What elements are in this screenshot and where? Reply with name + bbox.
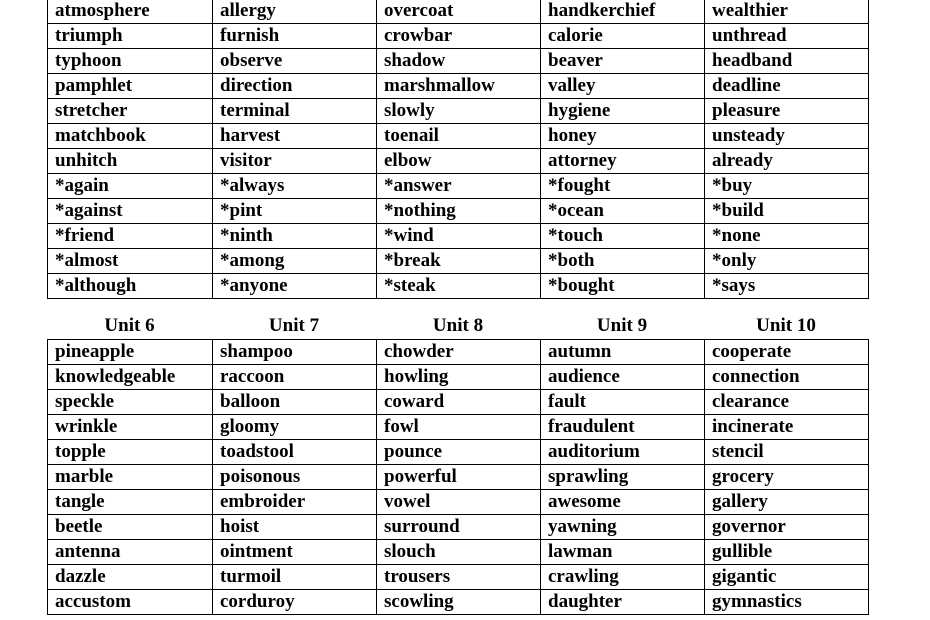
table-row — [48, 224, 869, 249]
word-cell: *touch — [541, 224, 705, 249]
word-cell: *bought — [541, 274, 705, 299]
word-cell: handkerchief — [541, 0, 705, 24]
word-cell: beetle — [48, 515, 213, 540]
word-cell: scowling — [377, 590, 541, 615]
table-row — [48, 274, 869, 299]
word-cell: crawling — [541, 565, 705, 590]
word-cell: auditorium — [541, 440, 705, 465]
word-cell: stretcher — [48, 99, 213, 124]
word-cell: speckle — [48, 390, 213, 415]
word-cell: crowbar — [377, 24, 541, 49]
word-cell: audience — [541, 365, 705, 390]
word-cell: unsteady — [705, 124, 869, 149]
word-cell: unhitch — [48, 149, 213, 174]
word-cell: pleasure — [705, 99, 869, 124]
word-cell: atmosphere — [48, 0, 213, 24]
word-cell: autumn — [541, 340, 705, 365]
table-row — [48, 440, 869, 465]
word-cell: overcoat — [377, 0, 541, 24]
word-cell: attorney — [541, 149, 705, 174]
word-cell: awesome — [541, 490, 705, 515]
word-cell: toadstool — [213, 440, 377, 465]
word-cell: hoist — [213, 515, 377, 540]
table-row — [48, 74, 869, 99]
unit-header: Unit 10 — [756, 315, 816, 336]
word-cell: *among — [213, 249, 377, 274]
unit-header: Unit 7 — [268, 315, 320, 336]
word-cell: grocery — [705, 465, 869, 490]
word-cell: wrinkle — [48, 415, 213, 440]
word-cell: gullible — [705, 540, 869, 565]
word-cell: visitor — [213, 149, 377, 174]
word-cell: turmoil — [213, 565, 377, 590]
word-cell: fault — [541, 390, 705, 415]
table-row — [48, 99, 869, 124]
table-row — [48, 565, 869, 590]
word-cell: direction — [213, 74, 377, 99]
table-row — [48, 390, 869, 415]
word-cell: unthread — [705, 24, 869, 49]
table-row — [48, 540, 869, 565]
word-cell: ointment — [213, 540, 377, 565]
word-cell: embroider — [213, 490, 377, 515]
unit-header: Unit 8 — [432, 315, 484, 336]
bottom-word-table — [47, 339, 869, 615]
unit-header: Unit 9 — [596, 315, 648, 336]
word-cell: deadline — [705, 74, 869, 99]
word-cell: triumph — [48, 24, 213, 49]
word-cell: *wind — [377, 224, 541, 249]
word-cell: accustom — [48, 590, 213, 615]
word-cell: hygiene — [541, 99, 705, 124]
word-cell: surround — [377, 515, 541, 540]
table-row — [48, 465, 869, 490]
word-cell: *although — [48, 274, 213, 299]
word-cell: trousers — [377, 565, 541, 590]
word-cell: harvest — [213, 124, 377, 149]
word-cell: *buy — [705, 174, 869, 199]
word-cell: *both — [541, 249, 705, 274]
word-cell: *none — [705, 224, 869, 249]
word-cell: stencil — [705, 440, 869, 465]
word-cell: *nothing — [377, 199, 541, 224]
word-cell: balloon — [213, 390, 377, 415]
word-cell: slouch — [377, 540, 541, 565]
top-word-table — [47, 0, 869, 299]
word-cell: *friend — [48, 224, 213, 249]
word-cell: *answer — [377, 174, 541, 199]
word-cell: shadow — [377, 49, 541, 74]
word-cell: *steak — [377, 274, 541, 299]
word-cell: honey — [541, 124, 705, 149]
word-cell: already — [705, 149, 869, 174]
word-cell: cooperate — [705, 340, 869, 365]
word-cell: howling — [377, 365, 541, 390]
word-cell: dazzle — [48, 565, 213, 590]
table-row — [48, 249, 869, 274]
word-cell: tangle — [48, 490, 213, 515]
table-row — [48, 199, 869, 224]
word-cell: *always — [213, 174, 377, 199]
word-cell: *again — [48, 174, 213, 199]
word-cell: *only — [705, 249, 869, 274]
word-cell: antenna — [48, 540, 213, 565]
table-row — [48, 0, 869, 24]
word-cell: chowder — [377, 340, 541, 365]
word-cell: pineapple — [48, 340, 213, 365]
table-row — [48, 365, 869, 390]
word-cell: *says — [705, 274, 869, 299]
word-cell: terminal — [213, 99, 377, 124]
word-cell: toenail — [377, 124, 541, 149]
word-cell: daughter — [541, 590, 705, 615]
word-cell: gloomy — [213, 415, 377, 440]
word-cell: elbow — [377, 149, 541, 174]
word-cell: pamphlet — [48, 74, 213, 99]
table-row — [48, 49, 869, 74]
unit-header: Unit 6 — [104, 315, 155, 336]
word-cell: valley — [541, 74, 705, 99]
word-cell: *almost — [48, 249, 213, 274]
word-cell: governor — [705, 515, 869, 540]
word-cell: fraudulent — [541, 415, 705, 440]
word-cell: *fought — [541, 174, 705, 199]
word-cell: matchbook — [48, 124, 213, 149]
word-cell: *break — [377, 249, 541, 274]
word-cell: *against — [48, 199, 213, 224]
table-row — [48, 149, 869, 174]
word-cell: connection — [705, 365, 869, 390]
table-row — [48, 590, 869, 615]
word-cell: typhoon — [48, 49, 213, 74]
word-cell: powerful — [377, 465, 541, 490]
word-cell: allergy — [213, 0, 377, 24]
word-cell: wealthier — [705, 0, 869, 24]
word-cell: furnish — [213, 24, 377, 49]
word-cell: observe — [213, 49, 377, 74]
table-row — [48, 515, 869, 540]
word-cell: fowl — [377, 415, 541, 440]
word-cell: *pint — [213, 199, 377, 224]
word-cell: corduroy — [213, 590, 377, 615]
table-row — [48, 415, 869, 440]
word-cell: vowel — [377, 490, 541, 515]
word-cell: lawman — [541, 540, 705, 565]
word-cell: gymnastics — [705, 590, 869, 615]
word-cell: clearance — [705, 390, 869, 415]
word-cell: *build — [705, 199, 869, 224]
word-cell: beaver — [541, 49, 705, 74]
word-cell: *ocean — [541, 199, 705, 224]
word-cell: gallery — [705, 490, 869, 515]
word-cell: headband — [705, 49, 869, 74]
word-cell: calorie — [541, 24, 705, 49]
table-row — [48, 174, 869, 199]
table-row — [48, 340, 869, 365]
word-cell: incinerate — [705, 415, 869, 440]
word-cell: topple — [48, 440, 213, 465]
word-cell: gigantic — [705, 565, 869, 590]
word-cell: *ninth — [213, 224, 377, 249]
word-cell: shampoo — [213, 340, 377, 365]
unit-header-row — [47, 314, 868, 338]
word-cell: marshmallow — [377, 74, 541, 99]
table-row — [48, 490, 869, 515]
word-cell: poisonous — [213, 465, 377, 490]
word-cell: pounce — [377, 440, 541, 465]
word-cell: slowly — [377, 99, 541, 124]
word-cell: coward — [377, 390, 541, 415]
word-cell: sprawling — [541, 465, 705, 490]
word-cell: marble — [48, 465, 213, 490]
table-row — [48, 24, 869, 49]
word-cell: knowledgeable — [48, 365, 213, 390]
word-cell: raccoon — [213, 365, 377, 390]
word-cell: yawning — [541, 515, 705, 540]
word-cell: *anyone — [213, 274, 377, 299]
table-row — [48, 124, 869, 149]
